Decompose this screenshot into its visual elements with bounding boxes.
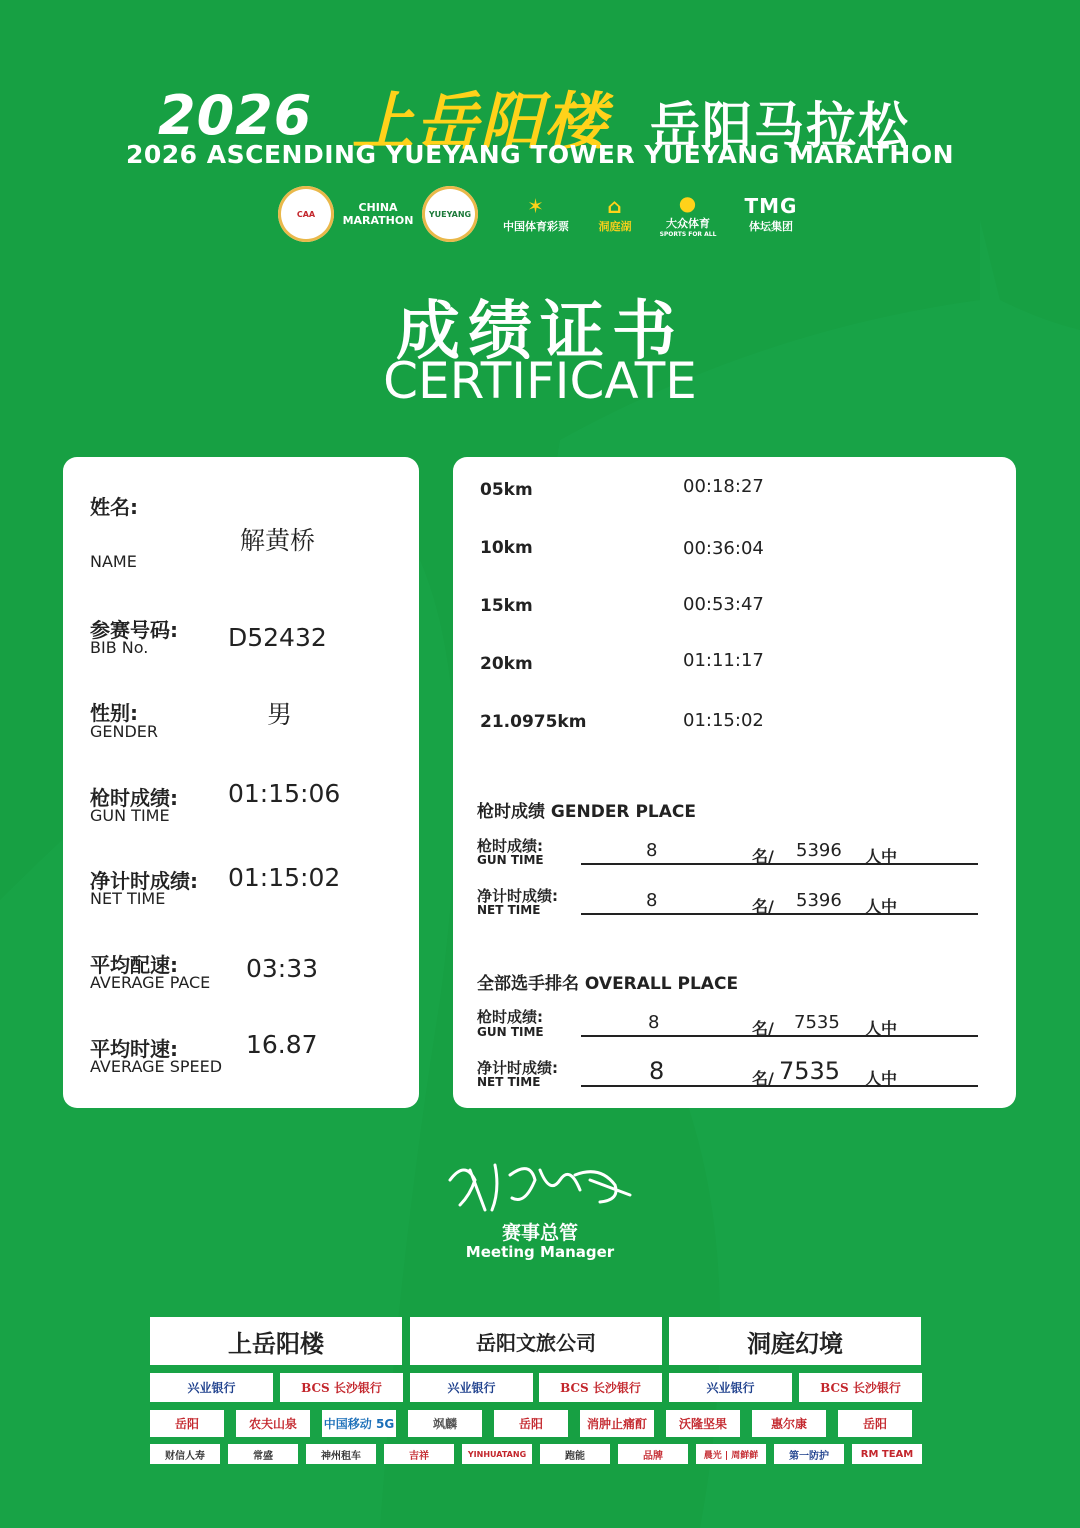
fill-line xyxy=(581,1035,978,1037)
fill-line xyxy=(581,913,978,915)
sponsor-logo: YINHUATANG xyxy=(462,1444,532,1464)
china-marathon-logo: CHINA MARATHON xyxy=(342,201,414,227)
gender-place-heading: 枪时成绩 GENDER PLACE xyxy=(477,802,696,822)
net-time-label-en: NET TIME xyxy=(90,889,166,908)
total-unit: 人中 xyxy=(865,897,898,916)
overall-net-label-cn: 净计时成绩: xyxy=(477,1059,558,1077)
sponsor-logo: BCS 长沙银行 xyxy=(280,1373,403,1402)
runner-name: 解黄桥 xyxy=(240,526,316,555)
sponsor-logo: 岳阳 xyxy=(150,1410,224,1437)
gender-value: 男 xyxy=(267,700,293,729)
net-time-value: 01:15:02 xyxy=(228,863,341,892)
tmg-sports-group-logo: TMG 体坛集团 xyxy=(744,194,798,233)
name-label-cn: 姓名: xyxy=(90,495,138,519)
split-distance: 20km xyxy=(480,654,533,674)
bib-label-cn: 参赛号码: xyxy=(90,618,178,642)
chinese-athletics-association-logo: CAA xyxy=(278,186,334,242)
sponsor-logo: 财信人寿 xyxy=(150,1444,220,1464)
rank-unit: 名/ xyxy=(752,1069,774,1088)
split-distance: 10km xyxy=(480,538,533,558)
sponsor-logo: BCS 长沙银行 xyxy=(799,1373,922,1402)
speed-label-cn: 平均时速: xyxy=(90,1037,178,1061)
gender-net-label-en: NET TIME xyxy=(477,903,541,917)
sponsor-logo: 吉祥 xyxy=(384,1444,454,1464)
sponsor-logo: RM TEAM xyxy=(852,1444,922,1464)
total-unit: 人中 xyxy=(865,847,898,866)
gun-time-label-en: GUN TIME xyxy=(90,806,170,825)
overall-net-total: 7535 xyxy=(779,1057,841,1085)
event-title-cn: 岳阳马拉松 xyxy=(650,97,910,155)
gender-net-rank: 8 xyxy=(646,890,658,911)
event-year: 2026 xyxy=(158,84,313,147)
sponsor-logo: 岳阳 xyxy=(838,1410,912,1437)
split-time: 00:53:47 xyxy=(683,594,764,615)
fill-line xyxy=(581,1085,978,1087)
sponsor-logo: 跑能 xyxy=(540,1444,610,1464)
sponsor-logo: 岳阳文旅公司 xyxy=(410,1317,662,1365)
overall-gun-rank: 8 xyxy=(648,1012,660,1033)
sponsor-logo: 消肿止痛酊 xyxy=(580,1410,654,1437)
event-calligraphy: 上岳阳楼 xyxy=(352,85,609,158)
rank-unit: 名/ xyxy=(752,1019,774,1038)
signature-title-cn: 赛事总管 xyxy=(501,1222,578,1244)
sponsor-logo: 洞庭幻境 xyxy=(669,1317,921,1365)
split-distance: 21.0975km xyxy=(480,712,587,732)
pace-label-en: AVERAGE PACE xyxy=(90,973,211,992)
sponsor-logo: 岳阳 xyxy=(494,1410,568,1437)
gender-label-cn: 性别: xyxy=(90,701,138,725)
split-time: 00:36:04 xyxy=(683,538,764,559)
runner-info-card xyxy=(63,457,419,1108)
sponsor-logo: 常盛 xyxy=(228,1444,298,1464)
overall-place-heading: 全部选手排名 OVERALL PLACE xyxy=(477,974,739,994)
certificate-title-en: CERTIFICATE xyxy=(383,352,697,410)
event-title-en: 2026 ASCENDING YUEYANG TOWER YUEYANG MARATHON xyxy=(125,140,954,169)
sponsor-logo: 兴业银行 xyxy=(410,1373,533,1402)
sponsor-logo: BCS 长沙银行 xyxy=(539,1373,662,1402)
sponsor-logo: 兴业银行 xyxy=(150,1373,273,1402)
pace-label-cn: 平均配速: xyxy=(90,953,178,977)
split-distance: 15km xyxy=(480,596,533,616)
sponsor-logo: 惠尔康 xyxy=(752,1410,826,1437)
sponsor-logo: 农夫山泉 xyxy=(236,1410,310,1437)
gender-gun-label-en: GUN TIME xyxy=(477,853,544,867)
signature-title-en: Meeting Manager xyxy=(465,1243,615,1261)
gun-time-label-cn: 枪时成绩: xyxy=(90,786,178,810)
total-unit: 人中 xyxy=(865,1069,898,1088)
certificate-title-cn: 成绩证书 xyxy=(396,295,684,369)
sponsor-logo: 沃隆坚果 xyxy=(666,1410,740,1437)
overall-gun-total: 7535 xyxy=(794,1012,840,1033)
sponsor-logo: 品牌 xyxy=(618,1444,688,1464)
gender-gun-rank: 8 xyxy=(646,840,658,861)
dongting-lake-logo: ⌂ 洞庭湖 xyxy=(598,194,632,233)
rank-unit: 名/ xyxy=(752,897,774,916)
sponsor-logo: 神州租车 xyxy=(306,1444,376,1464)
yueyang-marathon-emblem: YUEYANG xyxy=(422,186,478,242)
mass-sports-logo: ● 大众体育 SPORTS FOR ALL xyxy=(659,190,717,238)
sponsor-logo: 第一防护 xyxy=(774,1444,844,1464)
lottery-star-icon: ✶ xyxy=(527,194,545,218)
total-unit: 人中 xyxy=(865,1019,898,1038)
sponsor-logo: 兴业银行 xyxy=(669,1373,792,1402)
split-time: 01:11:17 xyxy=(683,650,764,671)
sponsor-logo: 晨光 | 周鲜鲜 xyxy=(696,1444,766,1464)
gender-label-en: GENDER xyxy=(90,722,159,741)
gender-net-label-cn: 净计时成绩: xyxy=(477,887,558,905)
sponsor-logo: 飒麟 xyxy=(408,1410,482,1437)
overall-net-label-en: NET TIME xyxy=(477,1075,541,1089)
split-distance: 05km xyxy=(480,480,533,500)
fill-line xyxy=(581,863,978,865)
split-time: 00:18:27 xyxy=(683,476,764,497)
gender-gun-total: 5396 xyxy=(796,840,842,861)
globe-icon: ● xyxy=(678,190,698,215)
china-sports-lottery-logo: ✶ 中国体育彩票 xyxy=(503,194,569,233)
gun-time-value: 01:15:06 xyxy=(228,779,341,808)
net-time-label-cn: 净计时成绩: xyxy=(90,869,198,893)
organizer-logos xyxy=(272,186,812,246)
speed-label-en: AVERAGE SPEED xyxy=(90,1057,223,1076)
split-time: 01:15:02 xyxy=(683,710,764,731)
speed-value: 16.87 xyxy=(246,1030,318,1059)
overall-net-rank: 8 xyxy=(649,1057,665,1085)
bib-label-en: BIB No. xyxy=(90,638,149,657)
gender-gun-label-cn: 枪时成绩: xyxy=(477,837,543,855)
gender-net-total: 5396 xyxy=(796,890,842,911)
sponsor-logo: 中国移动 5G xyxy=(322,1410,396,1437)
bib-number: D52432 xyxy=(228,623,327,652)
sponsor-logo: 上岳阳楼 xyxy=(150,1317,402,1365)
results-card xyxy=(453,457,1016,1108)
pavilion-icon: ⌂ xyxy=(607,194,623,218)
overall-gun-label-cn: 枪时成绩: xyxy=(477,1008,543,1026)
manager-signature xyxy=(440,1150,640,1220)
rank-unit: 名/ xyxy=(752,847,774,866)
pace-value: 03:33 xyxy=(246,954,319,983)
overall-gun-label-en: GUN TIME xyxy=(477,1025,544,1039)
name-label-en: NAME xyxy=(90,552,137,571)
